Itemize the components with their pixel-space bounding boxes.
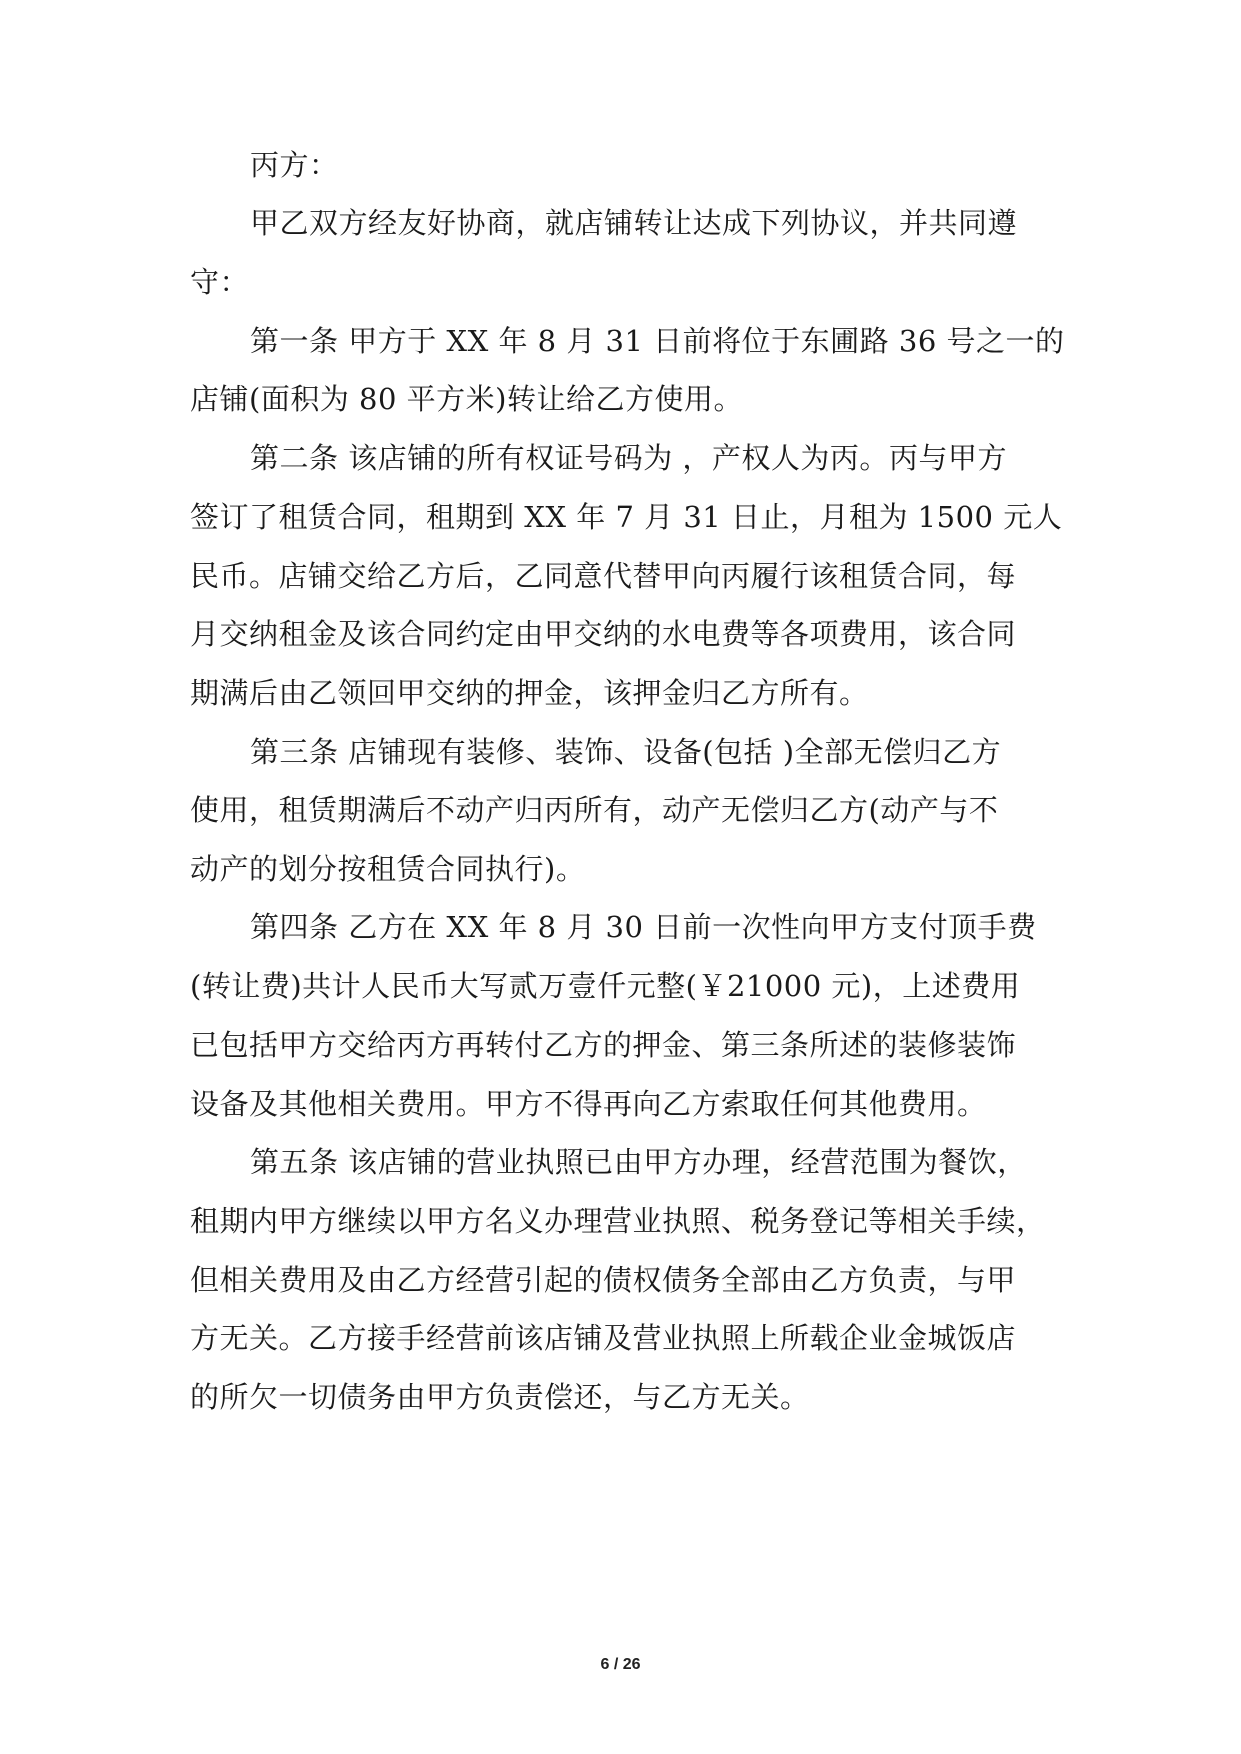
text-line: 月交纳租金及该合同约定由甲交纳的水电费等各项费用，该合同: [190, 617, 1017, 651]
text-line: 第三条 店铺现有装修、装饰、设备(包括 )全部无偿归乙方: [250, 735, 1002, 769]
text-line: 守：: [190, 265, 250, 299]
text-line: 店铺(面积为 80 平方米)转让给乙方使用。: [190, 382, 743, 416]
text-line: 动产的划分按租赁合同执行)。: [190, 852, 586, 886]
text-line: 设备及其他相关费用。甲方不得再向乙方索取任何其他费用。: [190, 1087, 987, 1121]
text-line: 已包括甲方交给丙方再转付乙方的押金、第三条所述的装修装饰: [190, 1028, 1017, 1062]
text-line: 第二条 该店铺的所有权证号码为 ，产权人为丙。丙与甲方: [250, 441, 1007, 475]
text-line: 甲乙双方经友好协商，就店铺转让达成下列协议，并共同遵: [250, 206, 1018, 240]
text-line: 租期内甲方继续以甲方名义办理营业执照、税务登记等相关手续，: [190, 1204, 1046, 1238]
text-line: 第一条 甲方于 XX 年 8 月 31 日前将位于东圃路 36 号之一的: [250, 324, 1065, 358]
text-line: 第五条 该店铺的营业执照已由甲方办理，经营范围为餐饮，: [250, 1145, 1027, 1179]
text-line: 但相关费用及由乙方经营引起的债权债务全部由乙方负责，与甲: [190, 1263, 1017, 1297]
text-line: 的所欠一切债务由甲方负责偿还，与乙方无关。: [190, 1380, 810, 1414]
text-line: 第四条 乙方在 XX 年 8 月 30 日前一次性向甲方支付顶手费: [250, 910, 1037, 944]
page-number: 6 / 26: [600, 1656, 641, 1673]
text-line: 使用，租赁期满后不动产归丙所有，动产无偿归乙方(动产与不: [190, 793, 999, 827]
text-line: 丙方：: [250, 148, 339, 182]
text-line: 期满后由乙领回甲交纳的押金，该押金归乙方所有。: [190, 676, 869, 710]
text-line: (转让费)共计人民币大写贰万壹仟元整(￥21000 元)，上述费用: [190, 969, 1021, 1003]
text-line: 方无关。乙方接手经营前该店铺及营业执照上所载企业金城饭店: [190, 1321, 1017, 1355]
text-line: 签订了租赁合同，租期到 XX 年 7 月 31 日止，月租为 1500 元人: [190, 500, 1063, 534]
text-line: 民币。店铺交给乙方后，乙同意代替甲向丙履行该租赁合同，每: [190, 559, 1017, 593]
